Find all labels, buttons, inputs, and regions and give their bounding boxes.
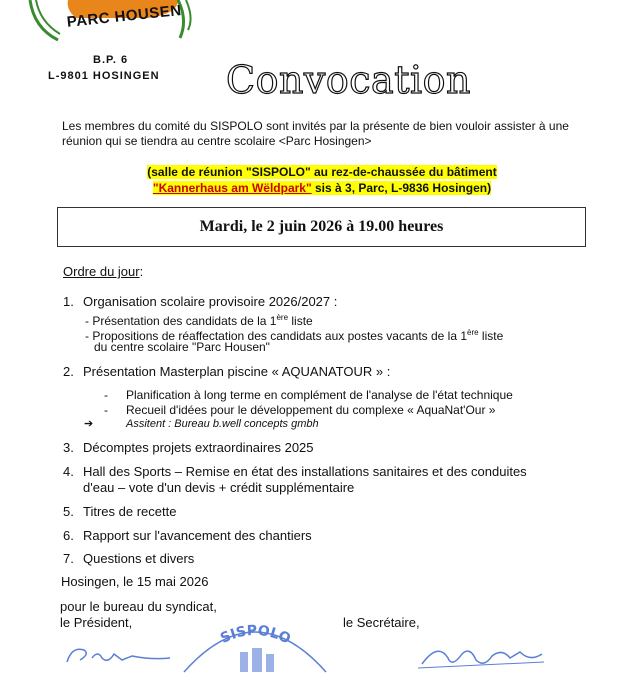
venue-part2: sis à 3, Parc, L-9836 Hosingen)	[311, 181, 492, 195]
arrow-icon: ➔	[84, 418, 94, 430]
item-6-title: Rapport sur l'avancement des chantiers	[83, 528, 312, 543]
item-2-sub-2-text: Recueil d'idées pour le développement du complexe « AquaNat'Our »	[126, 403, 496, 417]
address-line-1: B.P. 6	[93, 54, 129, 66]
item-2-assistant-text: Assitent : Bureau b.well concepts gmbh	[126, 418, 319, 430]
item-1-title: Organisation scolaire provisoire 2026/2027 :	[83, 294, 338, 309]
item-2-title: Présentation Masterplan piscine « AQUANATOUR » :	[83, 364, 391, 379]
item-1-sub-2-end: liste	[478, 329, 504, 343]
item-1-sub-1-end: liste	[288, 314, 313, 328]
item-5-number: 5.	[63, 504, 74, 519]
intro-paragraph: Les membres du comité du SISPOLO sont invités par la présente de bien vouloir assister à une réunion qui se tiendra au centre scolaire <Parc Hosingen>	[62, 119, 569, 148]
item-3-number: 3.	[63, 440, 74, 455]
sispolo-stamp	[170, 610, 340, 675]
president-label: le Président,	[60, 615, 133, 630]
item-1-sub-2-line-2: du centre scolaire "Parc Housen"	[94, 340, 270, 354]
item-6-number: 6.	[63, 528, 74, 543]
venue-building: "Kannerhaus am Wëldpark"	[152, 181, 312, 195]
item-2-sub-1	[104, 388, 513, 403]
item-1-sub-1-text: - Présentation des candidats de la 1	[85, 314, 277, 328]
item-5-title: Titres de recette	[83, 504, 177, 519]
item-2-number: 2.	[63, 364, 74, 379]
stamp-text: SISPOLO	[218, 622, 293, 648]
agenda-item-1	[63, 294, 337, 310]
agenda-item-6	[63, 528, 312, 544]
venue-block	[60, 164, 584, 196]
secretary-label: le Secrétaire,	[343, 615, 420, 630]
for-bureau-label: pour le bureau du syndicat,	[60, 599, 217, 614]
item-4-line-1: Hall des Sports – Remise en état des installations sanitaires et des conduites	[83, 464, 527, 479]
meeting-date-box	[57, 207, 586, 247]
item-2-assistant	[84, 417, 319, 432]
item-1-sub-2-sup: ère	[467, 328, 479, 337]
item-4-number: 4.	[63, 464, 74, 479]
item-7-title: Questions et divers	[83, 551, 195, 566]
dash-bullet: -	[104, 388, 108, 402]
logo-text: PARC HOUSEN	[66, 1, 183, 31]
item-2-sub-1-text: Planification à long terme en complément de l'analyse de l'état technique	[126, 388, 513, 402]
president-signature	[62, 640, 172, 670]
item-4-line-2: d'eau – vote d'un devis + crédit supplémentaire	[83, 480, 355, 495]
agenda-heading-text: Ordre du jour	[63, 264, 140, 279]
place-date: Hosingen, le 15 mai 2026	[61, 574, 209, 589]
item-3-title: Décomptes projets extraordinaires 2025	[83, 440, 314, 455]
venue-part1: (salle de réunion "SISPOLO" au rez-de-chaussée du bâtiment	[147, 165, 497, 179]
item-1-number: 1.	[63, 294, 74, 309]
agenda-item-3	[63, 440, 314, 456]
item-2-sub-2	[104, 403, 495, 418]
agenda-heading	[63, 264, 143, 280]
agenda-item-7	[63, 551, 194, 567]
meeting-date: Mardi, le 2 juin 2026 à 19.00 heures	[199, 218, 444, 235]
document-title: Convocation	[226, 58, 471, 102]
address-line-2: L-9801 HOSINGEN	[48, 70, 160, 82]
item-7-number: 7.	[63, 551, 74, 566]
agenda-item-5	[63, 504, 176, 520]
secretary-signature	[418, 638, 548, 673]
svg-text:SISPOLO	[218, 623, 293, 648]
dash-bullet: -	[104, 403, 108, 417]
agenda-heading-suffix: :	[139, 264, 144, 279]
item-1-sub-2-text: - Propositions de réaffectation des candidats aux postes vacants de la 1	[85, 329, 468, 343]
agenda-item-2	[63, 364, 390, 380]
item-1-sub-1-sup: ère	[276, 313, 289, 322]
agenda-item-4	[63, 464, 527, 480]
